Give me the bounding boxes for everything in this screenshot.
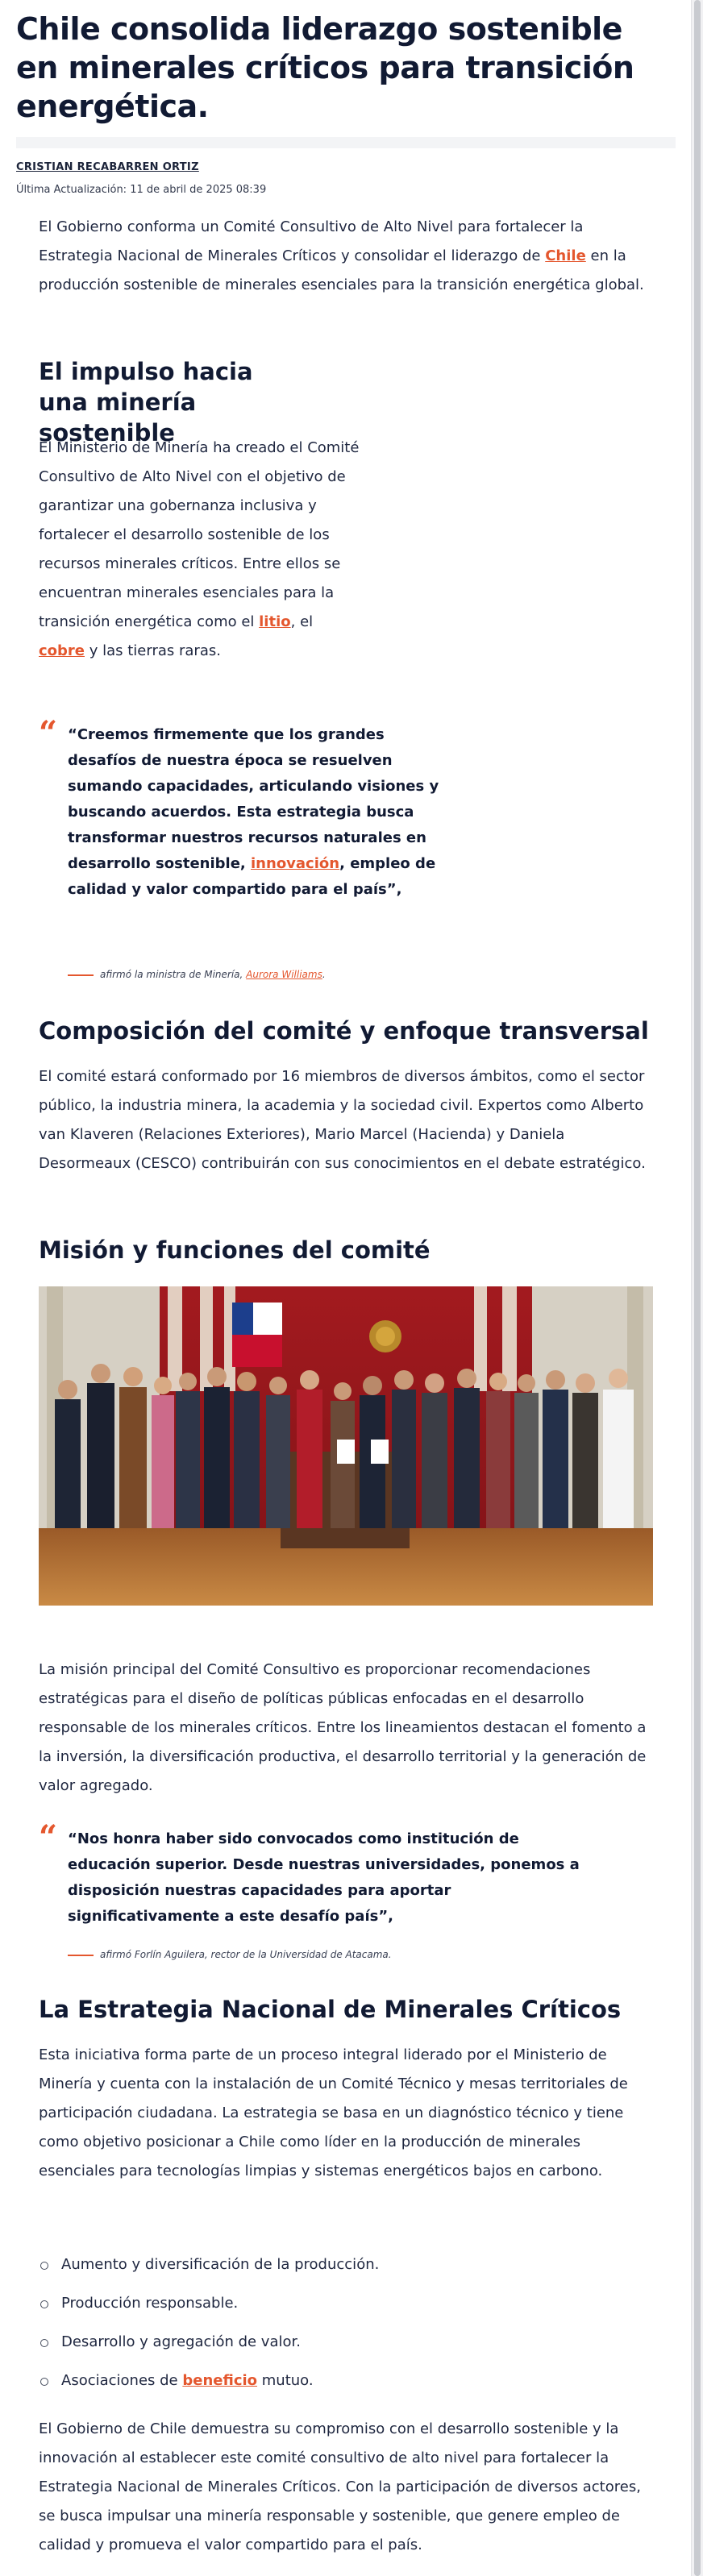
page-scrollbar[interactable] <box>691 0 703 2576</box>
section-heading-mision: Misión y funciones del comité <box>39 1236 431 1264</box>
intro-paragraph <box>39 213 651 300</box>
article-title: Chile consolida liderazgo sostenible en minerales críticos para transición energética. <box>16 11 634 124</box>
aurora-williams-link[interactable]: Aurora Williams <box>246 969 322 980</box>
section2-paragraph: El comité estará conformado por 16 miembros de diversos ámbitos, como el sector público, la industria minera, la academia y la sociedad civil. Expertos como Alberto van Klaveren (Relaciones Exteriores), Mario Marcel (Hacienda) y Daniela Desormeaux (CESCO) contribuirán con sus conocimientos en el debate estratégico. <box>39 1068 646 1172</box>
citation-dash <box>68 974 94 976</box>
list-item <box>39 2323 379 2362</box>
intro-text: El Gobierno conforma un Comité Consultivo de Alto Nivel para fortalecer la Estrategia Nacional de Minerales Críticos y consolidar el liderazgo de <box>39 218 584 264</box>
bullet-icon <box>40 2262 48 2270</box>
section1-text-mid: , el <box>290 613 314 630</box>
bullet-icon <box>40 2339 48 2347</box>
bullet-icon <box>40 2300 48 2308</box>
innovacion-link[interactable]: innovación <box>251 855 340 872</box>
blockquote-rector: “Nos honra haber sido convocados como institución de educación superior. Desde nuestras universidades, ponemos a disposición nuestras capacidades para aportar significativamente a este desafío país”, <box>68 1830 580 1925</box>
cobre-link[interactable]: cobre <box>39 642 85 659</box>
litio-link[interactable]: litio <box>259 613 291 630</box>
quote2-citation <box>68 1949 392 1960</box>
section1-text: El Ministerio de Minería ha creado el Comité Consultivo de Alto Nivel con el objetivo de garantizar una gobernanza inclusiva y fortalecer el desarrollo sostenible de los recursos minerales críticos. Entre ellos se encuentran minerales esenciales para la transición energética como el <box>39 439 360 630</box>
bullet-icon <box>40 2378 48 2386</box>
chile-link[interactable]: Chile <box>545 247 586 264</box>
author-link[interactable]: CRISTIAN RECABARREN ORTIZ <box>16 161 199 173</box>
list-item-text: Aumento y diversificación de la producción. <box>61 2256 380 2273</box>
section-heading-composicion: Composición del comité y enfoque transversal <box>39 1017 649 1045</box>
section1-paragraph <box>39 434 361 666</box>
list-item-text: Producción responsable. <box>61 2295 239 2312</box>
list-item <box>39 2246 379 2284</box>
list-item <box>39 2284 379 2323</box>
section1-text-end: y las tierras raras. <box>85 642 221 659</box>
citation-end: . <box>322 969 326 980</box>
list-item-text-end: mutuo. <box>257 2372 314 2389</box>
photo-illustration <box>39 1286 653 1606</box>
last-updated: Última Actualización: 11 de abril de 2025 08:39 <box>16 184 267 196</box>
quote-mark-icon: “ <box>39 714 58 752</box>
section-heading-estrategia: La Estrategia Nacional de Minerales Críticos <box>39 1996 622 2023</box>
quote1-text: “Creemos firmemente que los grandes desafíos de nuestra época se resuelven sumando capacidades, articulando visiones y buscando acuerdos. Esta estrategia busca transformar nuestros recursos naturales en desarrollo sostenible, <box>68 726 439 872</box>
section4-paragraph: Esta iniciativa forma parte de un proceso integral liderado por el Ministerio de Minería y cuenta con la instalación de un Comité Técnico y mesas territoriales de participación ciudadana. La estrategia se basa en un diagnóstico técnico y tiene como objetivo posicionar a Chile como líder en la producción de minerales esenciales para tecnologías limpias y sistemas energéticos bajos en carbono. <box>39 2046 628 2179</box>
list-item <box>39 2362 379 2400</box>
closing-paragraph: El Gobierno de Chile demuestra su compromiso con el desarrollo sostenible y la innovación al establecer este comité consultivo de alto nivel para fortalecer la Estrategia Nacional de Minerales Críticos. Con la participación de diversos actores, se busca impulsar una minería responsable y sostenible, que genere empleo de calidad y promueva el valor compartido para el país. <box>39 2420 641 2553</box>
beneficio-link[interactable]: beneficio <box>182 2372 258 2389</box>
blockquote-ministra <box>68 722 455 903</box>
list-item-text: Desarrollo y agregación de valor. <box>61 2333 301 2350</box>
scrollbar-thumb[interactable] <box>694 0 701 2576</box>
list-item-text: Asociaciones de <box>61 2372 183 2389</box>
quote1-text-end: , empleo de calidad y valor compartido para el país”, <box>68 855 436 898</box>
strategy-pillars-list <box>39 2246 379 2400</box>
intro-text-end: en la producción sostenible de minerales esenciales para la transición energética global. <box>39 247 644 293</box>
divider-bar <box>16 137 676 148</box>
committee-group-photo <box>39 1286 653 1606</box>
section-heading-impulso: El impulso hacia una minería sostenible <box>39 358 253 447</box>
section3-paragraph: La misión principal del Comité Consultivo es proporcionar recomendaciones estratégicas para el diseño de políticas públicas enfocadas en el desarrollo responsable de los minerales críticos. Entre los lineamientos destacan el fomento a la inversión, la diversificación productiva, el desarrollo territorial y la generación de valor agregado. <box>39 1661 647 1794</box>
citation-text: afirmó la ministra de Minería, <box>100 969 247 980</box>
quote-mark-icon-2: “ <box>39 1818 58 1856</box>
quote1-citation <box>68 969 326 980</box>
citation-dash-2 <box>68 1955 94 1956</box>
citation-text-2: afirmó Forlín Aguilera, rector de la Universidad de Atacama. <box>100 1949 392 1960</box>
